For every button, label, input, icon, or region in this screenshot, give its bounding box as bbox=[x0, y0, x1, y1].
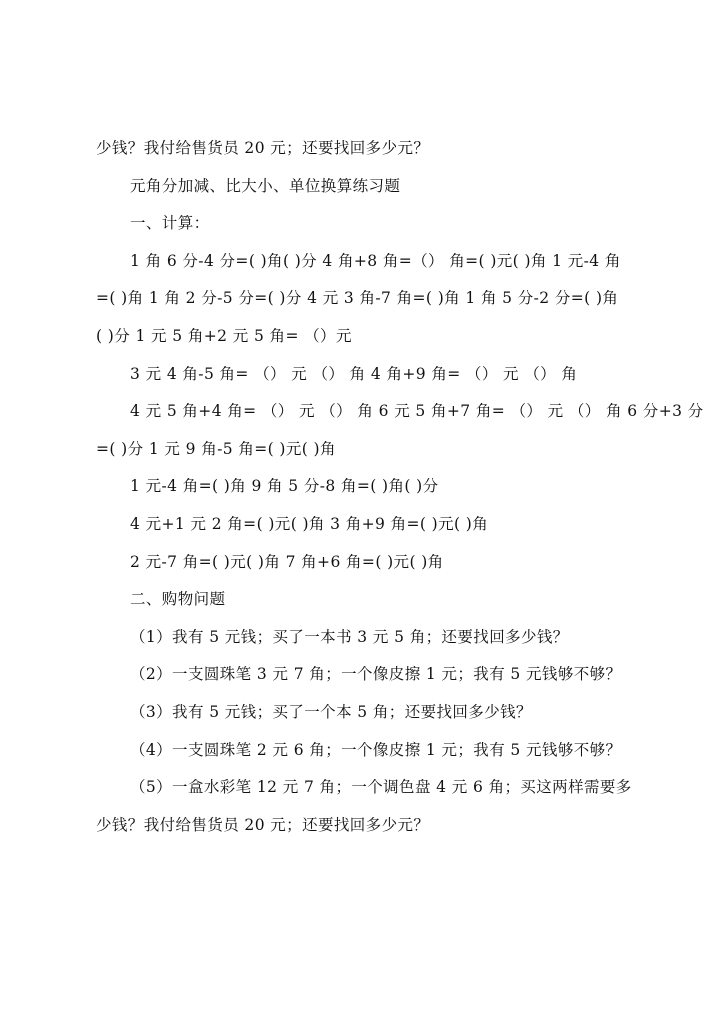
text-line: 一、计算： bbox=[130, 214, 210, 233]
text-line: 1 元-4 角=( )角 9 角 5 分-8 角=( )角( )分 bbox=[130, 477, 439, 496]
text-line: （4）一支圆珠笔 2 元 6 角；一个像皮擦 1 元；我有 5 元钱够不够？ bbox=[130, 740, 622, 759]
text-line: （5）一盒水彩笔 12 元 7 角；一个调色盘 4 元 6 角；买这两样需要多 bbox=[130, 778, 632, 797]
text-line: 元角分加减、比大小、单位换算练习题 bbox=[130, 176, 401, 195]
document-body bbox=[96, 130, 704, 844]
text-line: 4 元 5 角+4 角= （） 元 （） 角 6 元 5 角+7 角= （） 元 （） 角 6 分+3 分 bbox=[130, 402, 704, 421]
text-line: ( )分 1 元 5 角+2 元 5 角= （）元 bbox=[96, 326, 352, 345]
text-line: 少钱？我付给售货员 20 元；还要找回多少元？ bbox=[96, 815, 430, 834]
text-line: 4 元+1 元 2 角=( )元( )角 3 角+9 角=( )元( )角 bbox=[130, 514, 489, 533]
text-line: =( )角 1 角 2 分-5 分=( )分 4 元 3 角-7 角=( )角 1 角 5 分-2 分=( )角 bbox=[96, 289, 619, 308]
text-line: （2）一支圆珠笔 3 元 7 角；一个像皮擦 1 元；我有 5 元钱够不够？ bbox=[130, 665, 622, 684]
text-line: 二、购物问题 bbox=[130, 590, 226, 609]
text-line: 1 角 6 分-4 分=( )角( )分 4 角+8 角=（） 角=( )元( )角 1 元-4 角 bbox=[130, 251, 621, 270]
text-line: 2 元-7 角=( )元( )角 7 角+6 角=( )元( )角 bbox=[130, 552, 444, 571]
text-line: 3 元 4 角-5 角= （） 元 （） 角 4 角+9 角= （） 元 （） 角 bbox=[130, 364, 578, 383]
text-line: （3）我有 5 元钱；买了一个本 5 角；还要找回多少钱？ bbox=[130, 702, 532, 721]
text-line: 少钱？我付给售货员 20 元；还要找回多少元？ bbox=[96, 139, 430, 157]
text-line: =( )分 1 元 9 角-5 角=( )元( )角 bbox=[96, 439, 336, 458]
text-line: （1）我有 5 元钱；买了一本书 3 元 5 角；还要找回多少钱？ bbox=[130, 627, 569, 646]
